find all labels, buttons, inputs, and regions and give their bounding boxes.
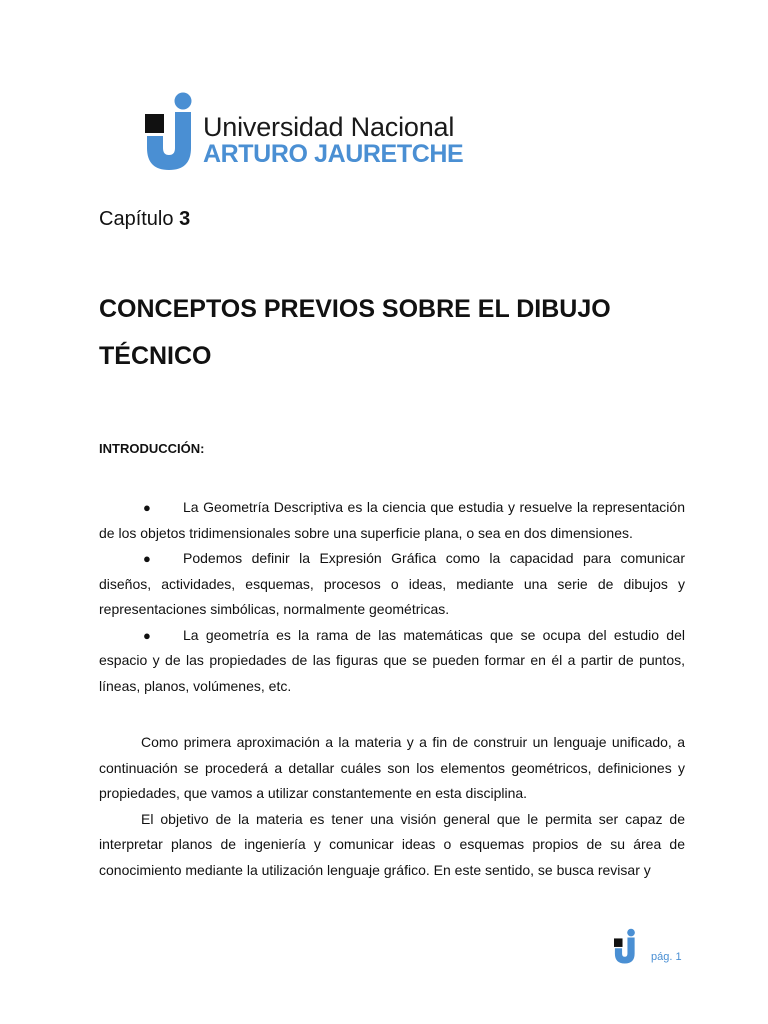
bullet-item (99, 495, 685, 546)
section-heading-introduccion: INTRODUCCIÓN: (99, 441, 205, 456)
bullet-text: La Geometría Descriptiva es la ciencia que estudia y resuelve la representación de los objetos tridimensionales sobre una superficie plana, o sea en dos dimensiones. (99, 499, 685, 541)
document-title: CONCEPTOS PREVIOS SOBRE EL DIBUJO TÉCNICO (99, 295, 611, 370)
bullet-item (99, 546, 685, 623)
chapter-heading (99, 208, 190, 231)
body-paragraph: Como primera aproximación a la materia y a fin de construir un lenguaje unificado, a continuación se procederá a detallar cuáles son los elementos geométricos, definiciones y propiedades, que vamos a utilizar constantemente en esta disciplina. (99, 734, 685, 801)
bullet-text: Podemos definir la Expresión Gráfica como la capacidad para comunicar diseños, actividades, esquemas, procesos o ideas, mediante una serie de dibujos y representaciones simbólicas, normalmente geométricas. (99, 550, 685, 617)
bullet-list (99, 495, 685, 699)
document-body (99, 495, 685, 883)
bullet-text: La geometría es la rama de las matemáticas que se ocupa del estudio del espacio y de las propiedades de las figuras que se pueden formar en él a partir de puntos, líneas, planos, volúmenes, etc. (99, 626, 685, 694)
chapter-label: Capítulo (99, 208, 174, 230)
body-paragraph: El objetivo de la materia es tener una visión general que le permita ser capaz de interpretar planos de ingeniería y comunicar ideas o esquemas propios de su área de conocimiento mediante la utilización lenguaje gráfico. En este sentido, se busca revisar y (99, 810, 685, 878)
university-logo (145, 92, 464, 172)
footer-logo-icon (614, 928, 640, 965)
paragraph-spacer (99, 699, 685, 730)
bullet-icon: ● (143, 627, 151, 643)
bullet-icon: ● (143, 500, 151, 515)
logo-university-name: Universidad Nacional (203, 112, 455, 142)
logo-university-subname: ARTURO JAURETCHE (203, 140, 464, 168)
university-logo-icon (145, 92, 203, 172)
bullet-item (99, 623, 685, 700)
chapter-number: 3 (179, 208, 191, 230)
bullet-icon: ● (143, 551, 151, 566)
page-number: pág. 1 (651, 951, 682, 963)
